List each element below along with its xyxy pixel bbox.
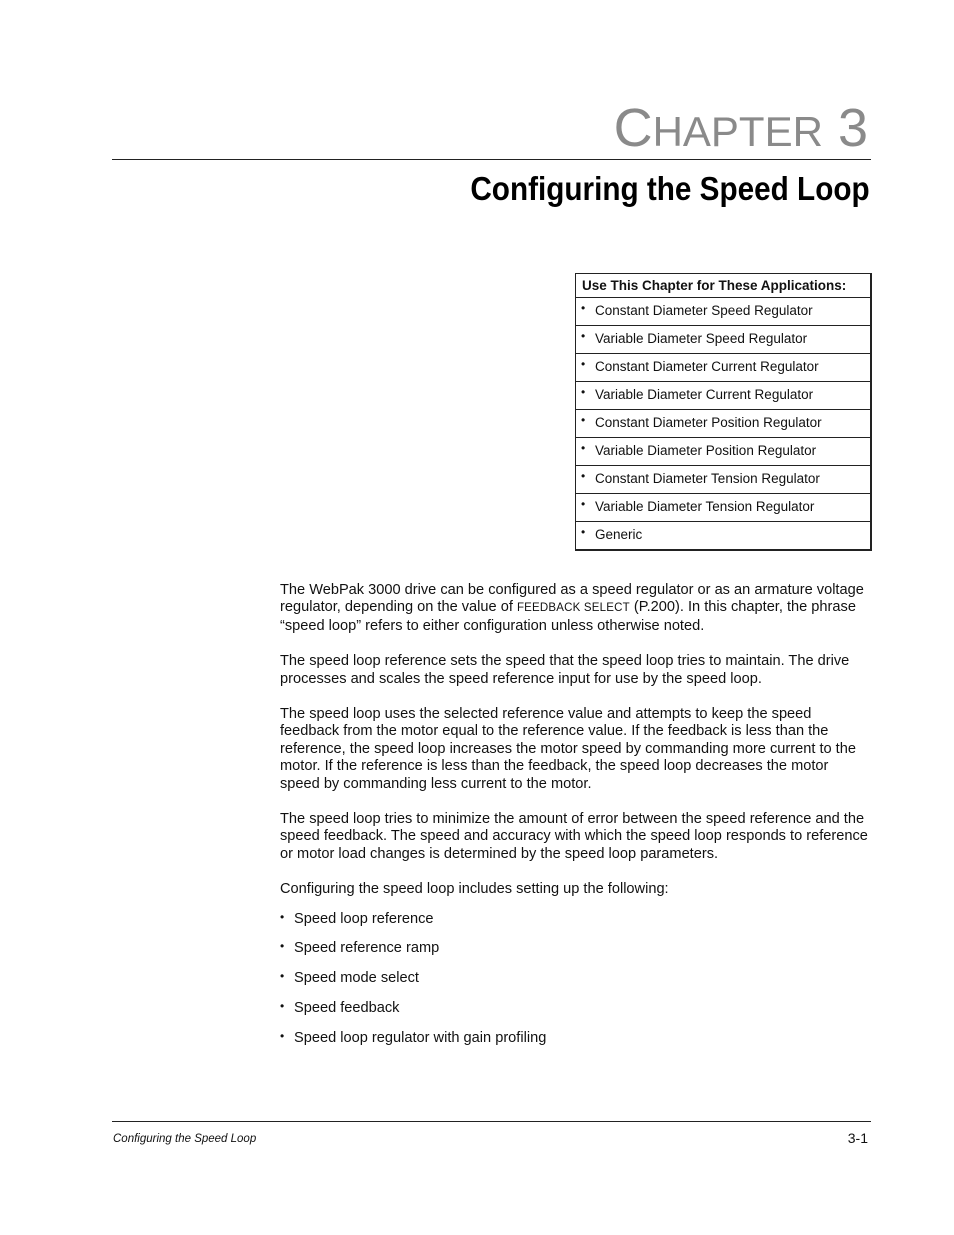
table-cell: Variable Diameter Tension Regulator xyxy=(595,499,815,514)
list-item xyxy=(280,911,872,928)
table-cell: Constant Diameter Speed Regulator xyxy=(595,303,813,318)
paragraph-text: The WebPak 3000 drive can be configured as a speed regulator or as an armature voltage regulator, depending on the value of xyxy=(280,582,864,616)
applications-table-heading: Use This Chapter for These Applications: xyxy=(576,274,870,298)
table-row xyxy=(576,354,870,382)
list-item xyxy=(280,1030,872,1047)
applications-table xyxy=(575,273,872,551)
chapter-number: 3 xyxy=(837,98,868,158)
footer-section-title: Configuring the Speed Loop xyxy=(113,1133,257,1145)
table-row xyxy=(576,438,870,466)
bullet-icon: • xyxy=(280,999,285,1014)
table-row xyxy=(576,466,870,494)
table-cell: Variable Diameter Speed Regulator xyxy=(595,331,808,346)
bullet-icon: • xyxy=(581,329,586,343)
list-item-text: Speed loop reference xyxy=(294,910,434,927)
table-row xyxy=(576,522,870,549)
table-row xyxy=(576,410,870,438)
list-item-text: Speed mode select xyxy=(294,970,419,987)
footer-divider xyxy=(112,1121,871,1122)
table-cell: Variable Diameter Current Regulator xyxy=(595,387,814,402)
table-cell: Constant Diameter Position Regulator xyxy=(595,415,822,430)
paragraph-reference: The speed loop reference sets the speed that the speed loop tries to maintain. The drive processes and scales the speed reference input for use by the speed loop. xyxy=(280,653,850,687)
table-cell: Variable Diameter Position Regulator xyxy=(595,443,817,458)
bullet-icon: • xyxy=(581,357,586,371)
body-text xyxy=(280,582,872,1060)
bullet-icon: • xyxy=(280,969,285,984)
list-item-text: Speed feedback xyxy=(294,1000,400,1017)
bullet-icon: • xyxy=(280,1028,285,1043)
bullet-icon: • xyxy=(581,441,586,455)
table-cell: Generic xyxy=(595,527,643,542)
header-divider xyxy=(112,159,871,160)
list-item xyxy=(280,970,872,987)
list-item-text: Speed loop regulator with gain profiling xyxy=(294,1029,547,1046)
paragraph-minimize-error: The speed loop tries to minimize the amount of error between the speed reference and the speed feedback. The speed and accuracy with which the speed loop responds to reference or motor load changes is determined by the speed loop parameters. xyxy=(280,811,868,862)
bullet-icon: • xyxy=(581,385,586,399)
table-cell: Constant Diameter Tension Regulator xyxy=(595,471,820,486)
chapter-initial: C xyxy=(613,98,653,158)
bullet-icon: • xyxy=(581,525,586,539)
bullet-icon: • xyxy=(581,413,586,427)
chapter-word-rest: HAPTER xyxy=(652,108,823,155)
list-item xyxy=(280,1000,872,1017)
configuration-list xyxy=(280,911,872,1048)
table-cell: Constant Diameter Current Regulator xyxy=(595,359,819,374)
paragraph-configuring-intro: Configuring the speed loop includes setting up the following: xyxy=(280,881,669,898)
bullet-icon: • xyxy=(280,909,285,924)
bullet-icon: • xyxy=(581,469,586,483)
paragraph-feedback-select xyxy=(280,582,872,635)
table-row xyxy=(576,494,870,522)
table-row xyxy=(576,326,870,354)
bullet-icon: • xyxy=(280,939,285,954)
chapter-label xyxy=(614,98,868,162)
bullet-icon: • xyxy=(581,497,586,511)
page-title: Configuring the Speed Loop xyxy=(470,170,870,207)
page-number: 3-1 xyxy=(847,1130,868,1146)
paragraph-text: (P.200). In this chapter, the phrase “speed loop” refers to either configuration unless otherwise noted. xyxy=(280,599,856,634)
parameter-name: FEEDBACK SELECT xyxy=(516,602,630,615)
bullet-icon: • xyxy=(581,301,586,315)
table-row xyxy=(576,382,870,410)
paragraph-speed-loop: The speed loop uses the selected reference value and attempts to keep the speed feedback from the motor equal to the reference value. If the feedback is less than the reference, the speed loop increases the motor speed by commanding more current to the motor. If the reference is less than the feedback, the speed loop decreases the motor speed by commanding less current to the motor. xyxy=(280,706,856,792)
list-item xyxy=(280,940,872,957)
table-row xyxy=(576,298,870,326)
list-item-text: Speed reference ramp xyxy=(294,940,440,957)
